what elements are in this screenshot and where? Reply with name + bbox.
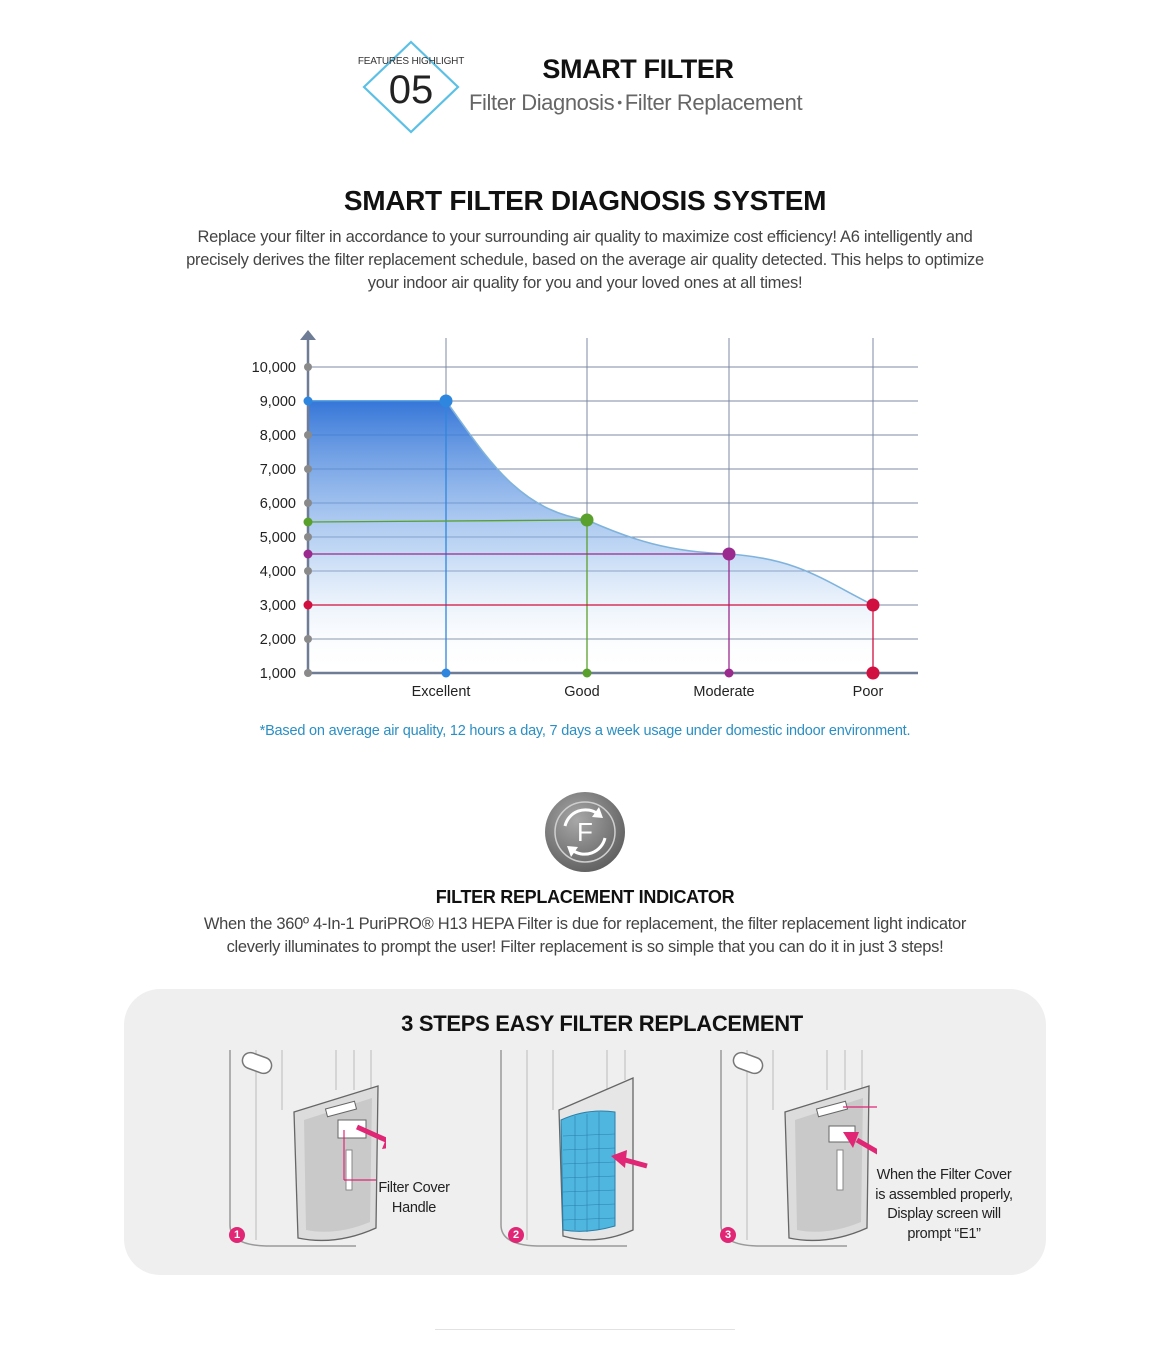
x-tick-label: Moderate: [693, 684, 755, 700]
indicator-description: [100, 913, 1070, 959]
badge-label: FEATURES HIGHLIGHT: [357, 56, 465, 67]
diagnosis-line-2: precisely derives the filter replacement schedule, based on the average air quality detected. This helps to optimize: [186, 251, 984, 269]
data-point: [723, 548, 736, 561]
subtitle-separator: •: [617, 94, 622, 110]
axis-value-dot: [304, 397, 313, 406]
page-subtitle: [469, 90, 802, 116]
y-tick-label: 7,000: [259, 462, 296, 478]
axis-value-dot: [304, 518, 313, 527]
step-3-illustration: [717, 1050, 877, 1250]
y-tick-label: 9,000: [259, 394, 296, 410]
step-3-callout-line-3: Display screen will: [887, 1206, 1001, 1222]
axis-value-dot: [304, 601, 313, 610]
step-3-callout-line-1: When the Filter Cover: [876, 1167, 1012, 1183]
y-tick-label: 2,000: [259, 632, 296, 648]
y-tick-dot: [304, 363, 312, 371]
data-point: [581, 514, 594, 527]
y-tick-dot: [304, 499, 312, 507]
diagnosis-line-1: Replace your filter in accordance to your surrounding air quality to maximize cost efficiency! A6 intelligently and: [197, 228, 973, 246]
y-tick-dot: [304, 567, 312, 575]
y-axis-arrow: [300, 330, 316, 340]
filter-life-chart: [0, 320, 1170, 720]
y-tick-dot: [304, 635, 312, 643]
x-tick-label: Poor: [852, 684, 884, 700]
y-tick-dot: [304, 669, 312, 677]
subtitle-filter-diagnosis: Filter Diagnosis: [469, 90, 615, 115]
y-tick-label: 4,000: [259, 564, 296, 580]
step-1-callout: [372, 1179, 456, 1218]
step-3-number: 3: [720, 1227, 736, 1243]
step-1-illustration: [226, 1050, 386, 1250]
subtitle-filter-replacement: Filter Replacement: [624, 90, 803, 115]
category-dot: [867, 667, 880, 680]
axis-value-dot: [304, 550, 313, 559]
category-dot: [583, 669, 592, 678]
step-1-callout-line-1: Filter Cover: [378, 1180, 450, 1196]
indicator-line-1: When the 360º 4-In-1 PuriPRO® H13 HEPA Filter is due for replacement, the filter replacement light indicator: [203, 915, 967, 933]
y-tick-label: 8,000: [259, 428, 296, 444]
step-1-callout-line-2: Handle: [391, 1199, 437, 1216]
step-1-number: 1: [229, 1227, 245, 1243]
steps-title: 3 STEPS EASY FILTER REPLACEMENT: [401, 1011, 803, 1036]
diagnosis-line-3: your indoor air quality for you and your loved ones at all times!: [367, 274, 803, 292]
y-tick-dot: [304, 465, 312, 473]
category-dot: [442, 669, 451, 678]
x-tick-label: Good: [564, 684, 600, 700]
badge-number: 05: [388, 68, 434, 112]
diagnosis-title: SMART FILTER DIAGNOSIS SYSTEM: [343, 185, 827, 216]
y-tick-label: 5,000: [259, 530, 296, 546]
step-3-callout: [865, 1166, 1023, 1244]
category-dot: [725, 669, 734, 678]
y-tick-label: 3,000: [259, 598, 296, 614]
y-tick-dot: [304, 431, 312, 439]
y-tick-label: 1,000: [259, 666, 296, 682]
data-point: [867, 599, 880, 612]
bottom-divider: [435, 1329, 735, 1330]
indicator-line-2: cleverly illuminates to prompt the user! Filter replacement is so simple that you can do it in just 3 steps!: [226, 938, 944, 956]
x-tick-label: Excellent: [411, 684, 471, 700]
step-3-callout-line-4: prompt “E1”: [907, 1225, 981, 1242]
y-tick-dot: [304, 533, 312, 541]
y-tick-label: 6,000: [259, 496, 296, 512]
filter-replace-icon: [543, 790, 627, 874]
filter-icon-letter: F: [577, 817, 593, 847]
data-point: [440, 395, 453, 408]
step-2-number: 2: [508, 1227, 524, 1243]
step-3-callout-line-2: is assembled properly,: [875, 1186, 1013, 1203]
y-tick-label: 10,000: [251, 360, 296, 376]
chart-footnote: *Based on average air quality, 12 hours a day, 7 days a week usage under domestic indoor environment.: [259, 723, 911, 739]
indicator-title: FILTER REPLACEMENT INDICATOR: [435, 887, 735, 907]
diagnosis-description: [100, 226, 1070, 295]
step-2-illustration: [497, 1050, 657, 1250]
page-title: SMART FILTER: [542, 54, 734, 84]
